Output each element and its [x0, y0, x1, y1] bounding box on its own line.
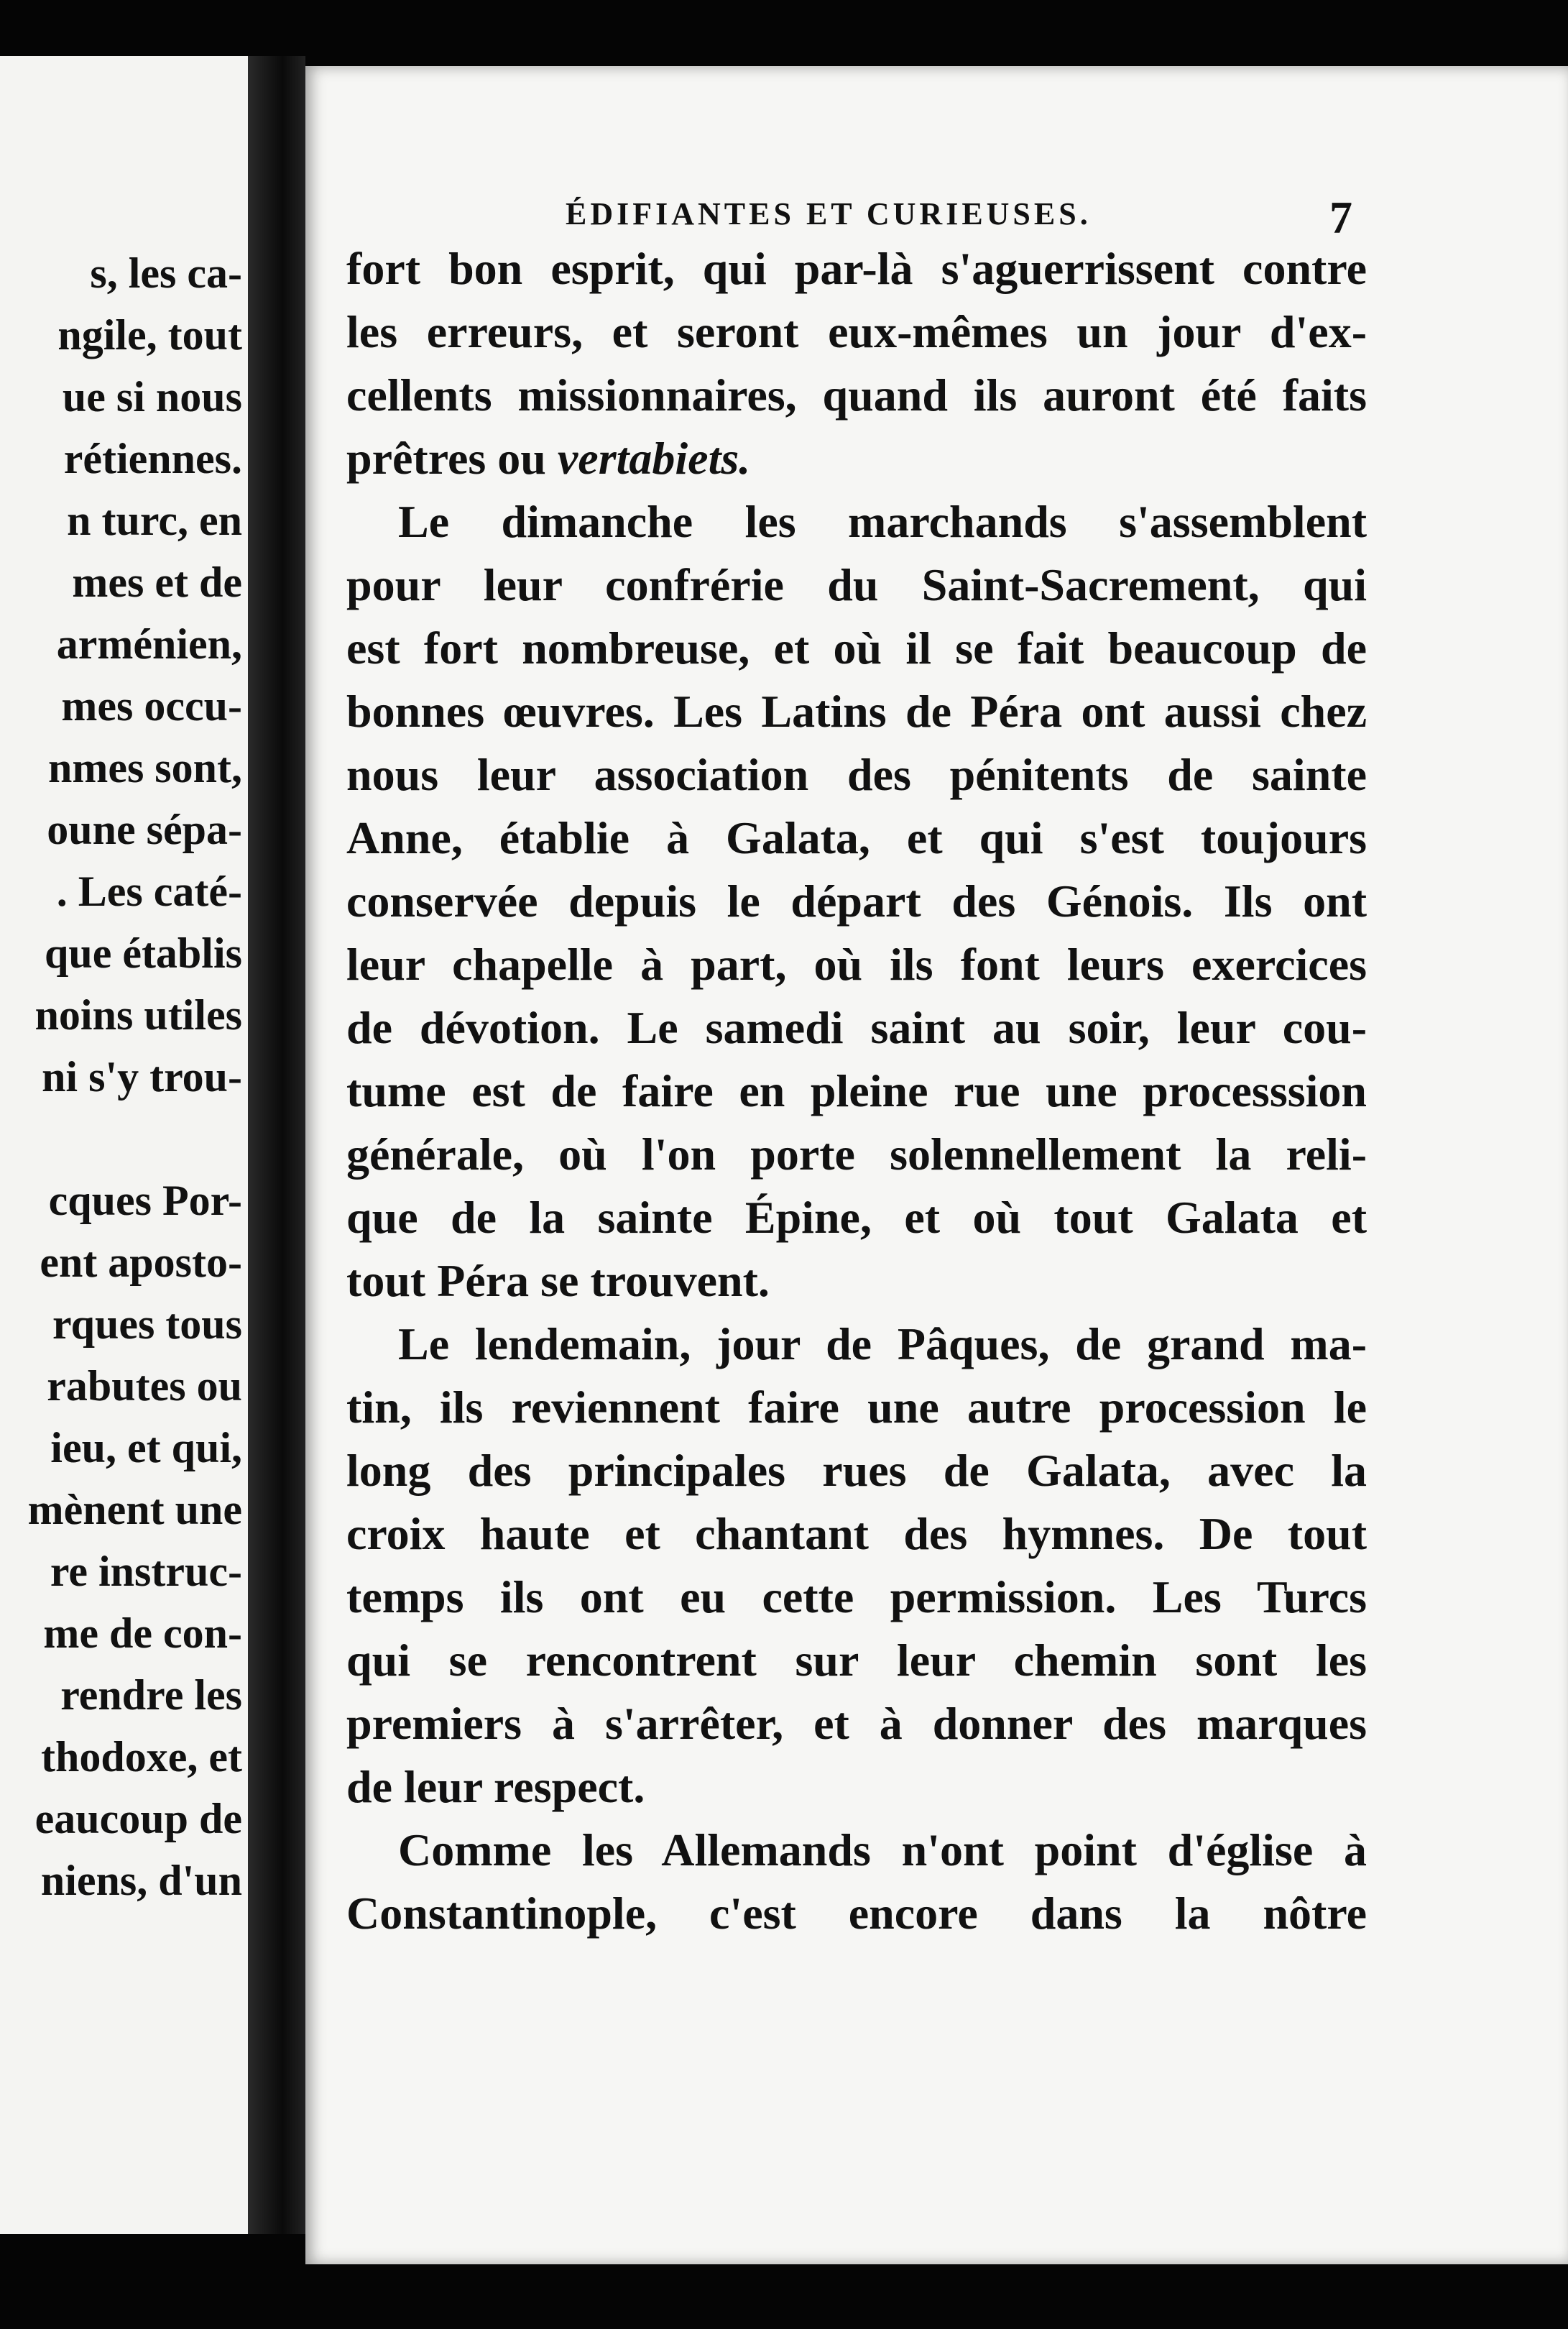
text-line: Le lendemain, jour de Pâques, de grand ma- — [398, 1318, 1367, 1369]
left-line: ni s'y trou- — [42, 1053, 242, 1101]
left-line: arménien, — [56, 620, 242, 668]
italic-word: vertabiets. — [557, 433, 751, 484]
left-line: . Les caté- — [56, 868, 242, 915]
text-line: Le dimanche les marchands s'assemblent — [398, 496, 1367, 547]
text-line: Comme les Allemands n'ont point d'église à — [398, 1824, 1367, 1875]
text-line: tout Péra se trouvent. — [346, 1255, 770, 1306]
left-line: n turc, en — [67, 497, 242, 544]
left-line: oune sépa- — [47, 806, 242, 853]
text-line: tin, ils reviennent faire une autre procession le — [346, 1382, 1367, 1433]
left-line: rétiennes. — [63, 435, 242, 482]
left-line: re instruc- — [50, 1548, 242, 1595]
left-line: ieu, et qui, — [50, 1424, 242, 1471]
text-line: Anne, établie à Galata, et qui s'est toujours — [346, 812, 1367, 863]
text-line: de dévotion. Le samedi saint au soir, leur cou- — [346, 1002, 1367, 1053]
text-line: croix haute et chantant des hymnes. De tout — [346, 1508, 1367, 1559]
left-line: s, les ca- — [90, 249, 242, 297]
text-line: temps ils ont eu cette permission. Les Turcs — [346, 1571, 1367, 1622]
text-line: long des principales rues de Galata, avec la — [346, 1445, 1367, 1496]
left-line: niens, d'un — [40, 1857, 242, 1904]
text-line: leur chapelle à part, où ils font leurs exercices — [346, 939, 1367, 990]
left-line: mènent une — [27, 1486, 242, 1533]
left-line: thodoxe, et — [41, 1733, 242, 1781]
text-line: les erreurs, et seront eux-mêmes un jour d'ex- — [346, 306, 1367, 357]
left-line: nmes sont, — [47, 744, 242, 791]
left-line: rabutes ou — [47, 1362, 242, 1410]
left-line: rques tous — [52, 1300, 242, 1348]
text-line — [346, 433, 1367, 487]
text-line: qui se rencontrent sur leur chemin sont les — [346, 1635, 1367, 1686]
page-header — [305, 192, 1568, 246]
text-line: pour leur confrérie du Saint-Sacrement, qui — [346, 559, 1367, 610]
left-page — [0, 56, 248, 2234]
left-line: noins utiles — [34, 991, 242, 1039]
text-line: conservée depuis le départ des Génois. Ils ont — [346, 876, 1367, 927]
left-line: rendre les — [60, 1671, 242, 1719]
left-line: me de con- — [43, 1609, 242, 1657]
text-line: premiers à s'arrêter, et à donner des marques — [346, 1698, 1367, 1749]
text-line: tume est de faire en pleine rue une processsion — [346, 1065, 1367, 1116]
text-line: fort bon esprit, qui par-là s'aguerrissent contre — [346, 243, 1367, 294]
left-line: que établis — [44, 929, 242, 977]
running-title: ÉDIFIANTES ET CURIEUSES. — [566, 196, 1092, 231]
text-line: que de la sainte Épine, et où tout Galata et — [346, 1192, 1367, 1243]
book-gutter — [248, 56, 305, 2234]
text-line: cellents missionnaires, quand ils auront été faits — [346, 369, 1367, 421]
left-line: ngile, tout — [57, 311, 242, 359]
left-line: eaucoup de — [34, 1795, 242, 1842]
text-line: bonnes œuvres. Les Latins de Péra ont aussi chez — [346, 686, 1367, 737]
left-line: cques Por- — [48, 1177, 242, 1224]
left-line: mes et de — [72, 559, 242, 606]
left-line: ue si nous — [62, 373, 242, 421]
text-line: de leur respect. — [346, 1761, 645, 1812]
text-line: est fort nombreuse, et où il se fait beaucoup de — [346, 623, 1367, 674]
page-number: 7 — [1329, 192, 1352, 243]
text-line: Constantinople, c'est encore dans la nôtre — [346, 1888, 1367, 1939]
text-line: générale, où l'on porte solennellement la reli- — [346, 1129, 1367, 1180]
text-line: nous leur association des pénitents de sainte — [346, 749, 1367, 800]
right-page — [305, 66, 1568, 2264]
left-line: ent aposto- — [40, 1239, 242, 1286]
text-fragment: prêtres ou — [346, 433, 558, 484]
left-line: mes occu- — [61, 682, 242, 730]
